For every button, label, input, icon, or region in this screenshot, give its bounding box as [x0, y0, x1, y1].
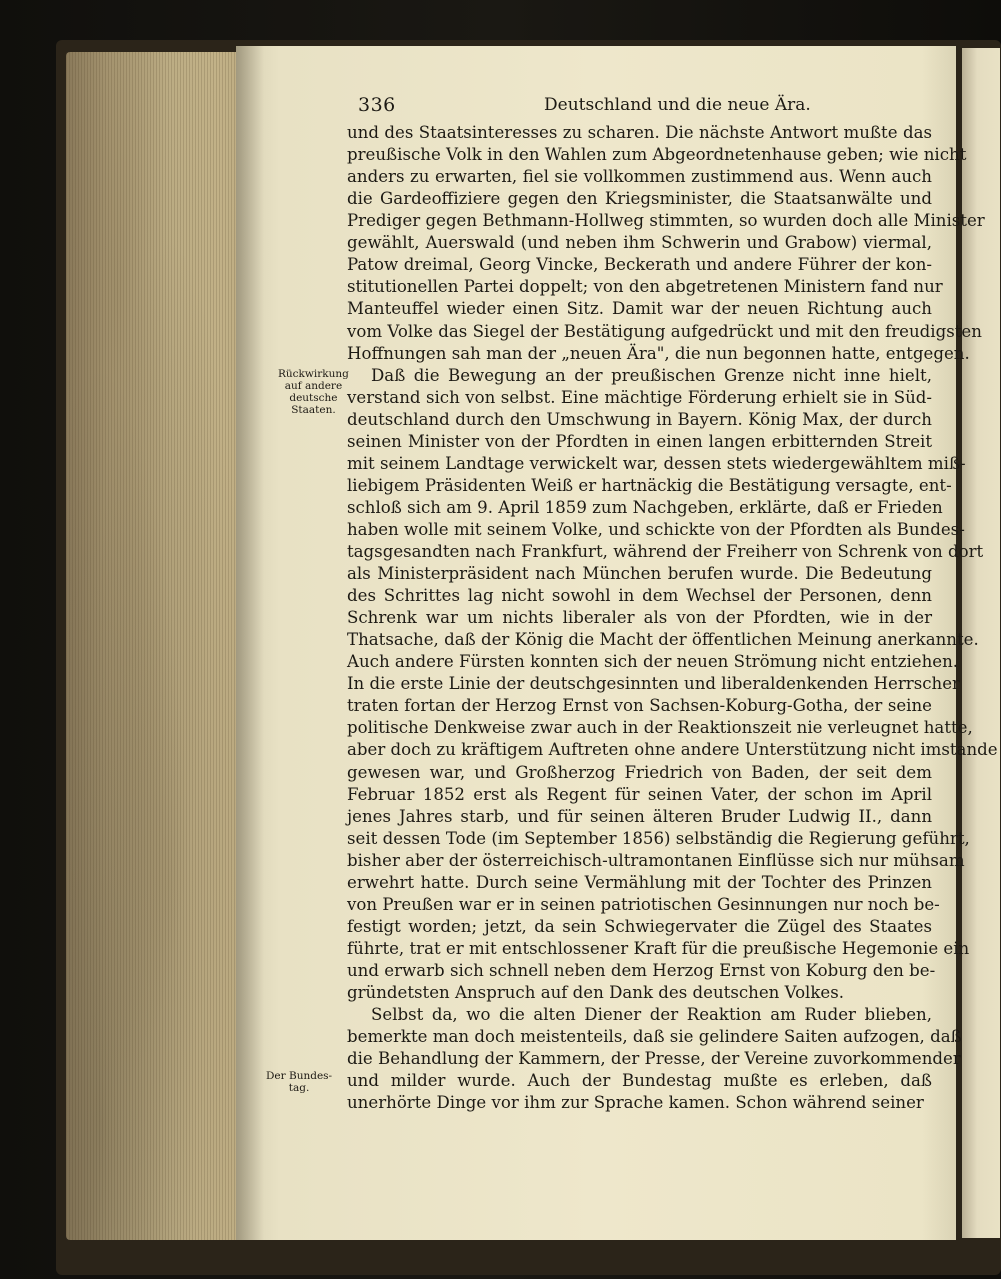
text-line: politische Denkweise zwar auch in der Reaktionszeit nie verleugnet hatte, — [347, 718, 973, 738]
text-line: seit dessen Tode (im September 1856) selbständig die Regierung geführt, — [347, 828, 970, 848]
text-line: stitutionellen Partei doppelt; von den abgetretenen Ministern fand nur — [347, 277, 943, 297]
text-line: traten fortan der Herzog Ernst von Sachsen-Koburg-Gotha, der seine — [347, 696, 932, 716]
page-number: 336 — [358, 94, 396, 116]
text-line: bemerkte man doch meistenteils, daß sie gelindere Saiten aufzogen, daß — [347, 1027, 962, 1047]
text-line: mit seinem Landtage verwickelt war, dessen stets wiedergewähltem miß- — [347, 453, 966, 473]
text-line: führte, trat er mit entschlossener Kraft für die preußische Hegemonie ein — [347, 938, 970, 958]
text-line: gewesen war, und Großherzog Friedrich von Baden, der seit dem — [347, 762, 932, 782]
margin-note-line: Staaten. — [291, 404, 336, 416]
text-line: und erwarb sich schnell neben dem Herzog Ernst von Koburg den be- — [347, 960, 936, 980]
text-line: liebigem Präsidenten Weiß er hartnäckig die Bestätigung versagte, ent- — [347, 475, 952, 495]
text-line: aber doch zu kräftigem Auftreten ohne andere Unterstützung nicht imstande — [347, 740, 998, 760]
margin-note-line: auf andere — [284, 380, 343, 392]
text-line: schloß sich am 9. April 1859 zum Nachgeben, erklärte, daß er Frieden — [347, 497, 943, 517]
text-line: und des Staatsinteresses zu scharen. Die nächste Antwort mußte das — [347, 123, 932, 142]
text-line: anders zu erwarten, fiel sie vollkommen zustimmend aus. Wenn auch — [347, 167, 932, 187]
text-line: In die erste Linie der deutschgesinnten und liberaldenkenden Herrscher — [347, 674, 960, 694]
margin-note-line: Der Bundes- — [266, 1070, 333, 1082]
text-line: deutschland durch den Umschwung in Bayern. König Max, der durch — [347, 409, 932, 429]
text-line: tagsgesandten nach Frankfurt, während der Freiherr von Schrenk von dort — [347, 542, 984, 561]
margin-note-line: tag. — [288, 1082, 310, 1094]
text-line: seinen Minister von der Pfordten in einen langen erbitternden Streit — [347, 431, 932, 451]
text-line: des Schrittes lag nicht sowohl in dem Wechsel der Personen, denn — [347, 586, 932, 605]
text-line: unerhörte Dinge vor ihm zur Sprache kamen. Schon während seiner — [347, 1093, 924, 1113]
text-line: und milder wurde. Auch der Bundestag mußte es erleben, daß — [347, 1071, 932, 1091]
text-line: Thatsache, daß der König die Macht der öffentlichen Meinung anerkannte. — [347, 630, 979, 650]
text-line: festigt worden; jetzt, da sein Schwiegervater die Zügel des Staates — [347, 916, 932, 936]
text-line: gewählt, Auerswald (und neben ihm Schwerin und Grabow) viermal, — [347, 233, 932, 253]
text-line: Manteuffel wieder einen Sitz. Damit war der neuen Richtung auch — [347, 299, 932, 319]
text-line: Selbst da, wo die alten Diener der Reaktion am Ruder blieben, — [371, 1005, 932, 1024]
text-line: die Gardeoffiziere gegen den Kriegsminister, die Staatsanwälte und — [347, 189, 932, 209]
running-title: Deutschland und die neue Ära. — [544, 95, 811, 115]
text-line: als Ministerpräsident nach München berufen wurde. Die Bedeutung — [347, 564, 932, 583]
margin-note-line: deutsche — [289, 392, 338, 404]
text-line: die Behandlung der Kammern, der Presse, der Vereine zuvorkommender — [347, 1049, 961, 1069]
text-line: preußische Volk in den Wahlen zum Abgeordnetenhause geben; wie nicht — [347, 145, 967, 165]
text-line: Daß die Bewegung an der preußischen Grenze nicht inne hielt, — [371, 365, 932, 385]
text-line: jenes Jahres starb, und für seinen älteren Bruder Ludwig II., dann — [347, 806, 932, 826]
text-line: von Preußen war er in seinen patriotischen Gesinnungen nur noch be- — [347, 894, 940, 914]
text-line: Patow dreimal, Georg Vincke, Beckerath und andere Führer der kon- — [347, 255, 932, 275]
text-line: erwehrt hatte. Durch seine Vermählung mit der Tochter des Prinzen — [347, 872, 932, 892]
text-line: bisher aber der österreichisch-ultramontanen Einflüsse sich nur mühsam — [347, 850, 965, 870]
text-line: vom Volke das Siegel der Bestätigung aufgedrückt und mit den freudigsten — [347, 321, 982, 341]
text-line: Schrenk war um nichts liberaler als von der Pfordten, wie in der — [347, 608, 932, 628]
text-line: haben wolle mit seinem Volke, und schickte von der Pfordten als Bundes- — [347, 519, 965, 539]
text-line: Februar 1852 erst als Regent für seinen Vater, der schon im April — [347, 784, 932, 804]
text-line: Hoffnungen sah man der „neuen Ära", die nun begonnen hatte, entgegen. — [347, 343, 970, 363]
text-line: verstand sich von selbst. Eine mächtige Förderung erhielt sie in Süd- — [347, 387, 932, 407]
text-line: Auch andere Fürsten konnten sich der neuen Strömung nicht entziehen. — [347, 652, 959, 672]
text-line: Prediger gegen Bethmann-Hollweg stimmten, so wurden doch alle Minister — [347, 211, 985, 231]
margin-note-line: Rückwirkung — [278, 368, 349, 380]
text-line: gründetsten Anspruch auf den Dank des deutschen Volkes. — [347, 983, 845, 1002]
